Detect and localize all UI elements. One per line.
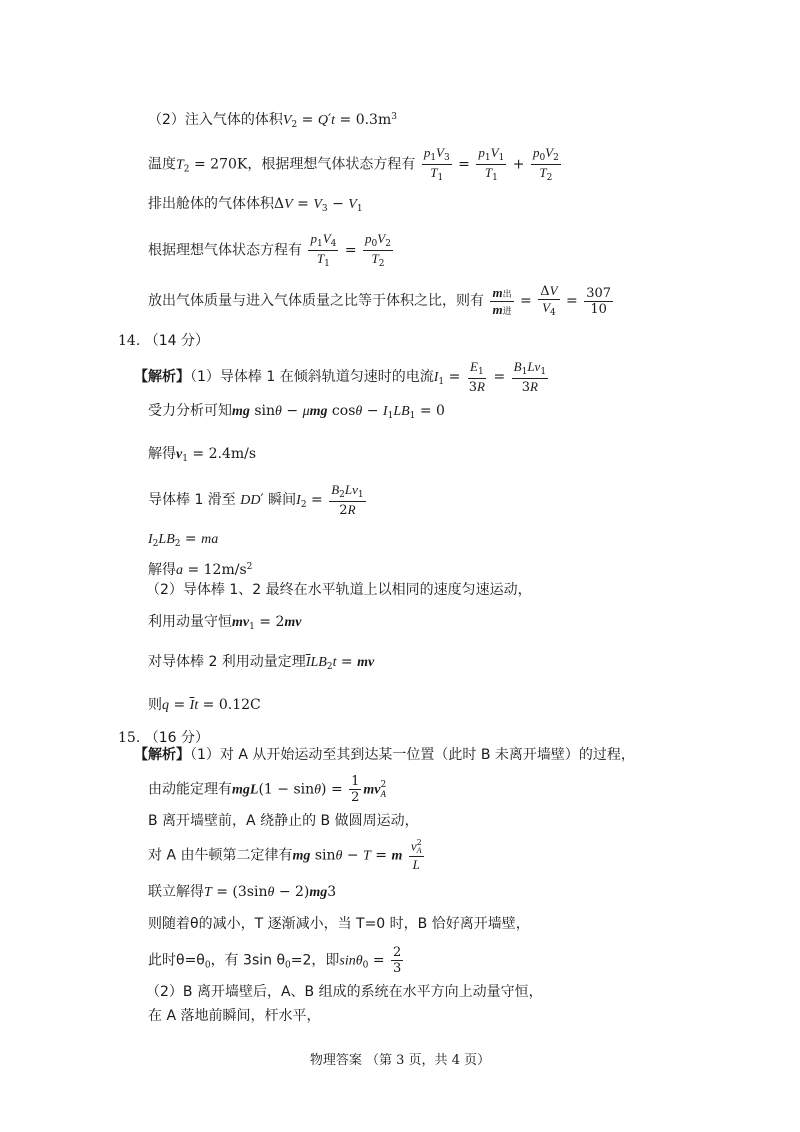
line-combined: 联立解得T = (3sinθ − 2)mg3 xyxy=(148,884,337,900)
line-impulse: 对导体棒 2 利用动量定理$\overline{I}LB_2t$ = mv xyxy=(148,654,375,672)
line-circular: B 离开墙壁前，A 绕静止的 B 做圆周运动， xyxy=(148,813,419,829)
question-15-header: 15. （16 分） xyxy=(118,730,209,746)
page-footer: 物理答案 （第 3 页，共 4 页） xyxy=(309,1053,491,1068)
line-newton-2: 对 A 由牛顿第二定律有mg sinθ − T = m v 2 A L xyxy=(148,838,422,872)
line-mass-ratio: 放出气体质量与进入气体质量之比等于体积之比，则有 $\frac{\text{m出}}{\text{m进}}$ = $\frac{\Delta V}{V_4}$ = $\frac{307}{10}$ xyxy=(148,283,612,318)
line-gas-law: 根据理想气体状态方程有 $\frac{p_1V_4}{T_1}$ = $\frac{p_0V_2}{T_2}$ xyxy=(148,231,391,269)
value-v1: 2.4m/s xyxy=(208,446,257,462)
line-landing: 在 A 落地前瞬间，杆水平， xyxy=(148,1008,321,1024)
line-uniform-motion: （2）导体棒 1、2 最终在水平轨道上以相同的速度匀速运动， xyxy=(146,582,532,598)
line-exhaust-volume: 排出舱体的气体体积$\Delta V = V_3 - V_1$ xyxy=(148,196,363,214)
line-charge: 则$q = \overline{I}t = 0.12C$ xyxy=(148,697,261,713)
line-solve-v1: 解得$v_1 = 2.4m/s$ xyxy=(148,446,257,464)
line-after-wall: （2）B 离开墙壁后，A、B 组成的系统在水平方向上动量守恒， xyxy=(146,984,543,1000)
line-current-1: 【解析】（1）导体棒 1 在倾斜轨道匀速时的电流$I_1$ = $\frac{E_1}{3R}$ = $\frac{B_1Lv_1}{3R}$ xyxy=(134,359,547,395)
line-decrease: 则随着θ的减小，T 逐渐减小，当 T=0 时，B 恰好离开墙壁， xyxy=(148,916,530,932)
value-t2: 270K xyxy=(210,156,248,173)
line-theta0: 此时$\theta=\theta_0$，有 3sin $\theta_0=2$，即sinθ$_0$ = $\frac{2}{3}$ xyxy=(148,945,402,976)
line-energy: 由动能定理有mgL(1 − sinθ) = $\frac{1}{2}$ mv 2 A xyxy=(148,774,387,805)
line-current-2: 导体棒 1 滑至 DD′ 瞬间$I_2$ = $\frac{B_2Lv_1}{2R}$ xyxy=(148,482,364,518)
value-q: 0.12C xyxy=(218,697,261,713)
line-solve-a: 解得$a = 12m/s^2$ xyxy=(148,562,253,578)
line-momentum: 利用动量守恒$mv_1 = 2mv$ xyxy=(148,614,302,632)
line-gas-volume: （2）注入气体的体积$V_2 = Q't = 0.3m^3$ xyxy=(148,112,397,130)
line-process: 【解析】（1）对 A 从开始运动至其到达某一位置（此时 B 未离开墙壁）的过程， xyxy=(134,747,635,763)
line-newton: $I_2LB_2$ = ma xyxy=(148,531,219,549)
line-temperature: 温度$T_2 = 270K$，根据理想气体状态方程有 $\frac{p_1V_3}{T_1}$ = $\frac{p_1V_1}{T_1}$ + $\frac{p_0V_2}{T_2}$ xyxy=(148,145,559,183)
value-a: 12m/s xyxy=(203,562,247,578)
question-14-header: 14. （14 分） xyxy=(118,333,209,349)
value-v2: 0.3m xyxy=(355,112,392,128)
line-force-analysis: 受力分析可知mg sinθ − μmg $\cos\theta - I_1LB_1 = 0$ xyxy=(148,403,445,421)
